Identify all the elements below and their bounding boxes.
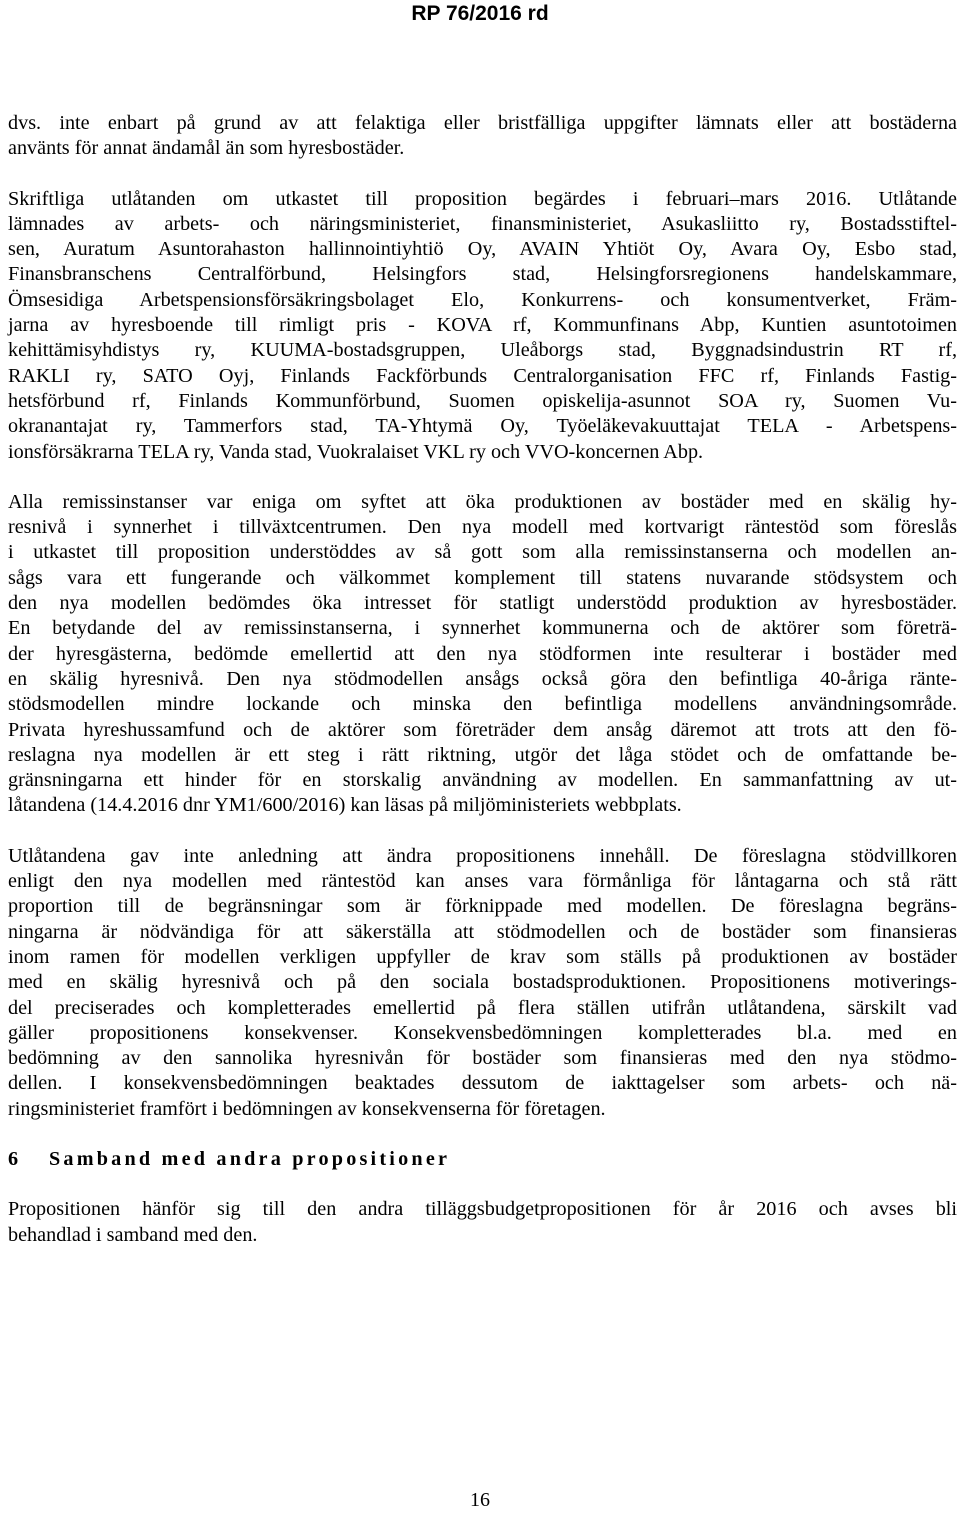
paragraph-2 [8, 187, 957, 465]
text-line: del preciserades och kompletterades emellertid på flera ställen utifrån utlåtandena, särskilt vad [8, 996, 957, 1019]
text-line: kehittämisyhdistys ry, KUUMA-bostadsgruppen, Uleåborgs stad, Byggnadsindustrin RT rf, [8, 339, 957, 362]
document-title: RP 76/2016 rd [411, 2, 549, 25]
text-line: Finansbranschens Centralförbund, Helsingfors stad, Helsingforsregionens handelskammare, [8, 263, 957, 286]
text-line: okranantajat ry, Tammerfors stad, TA-Yhtymä Oy, Työeläkevakuuttajat TELA - Arbetspens- [8, 415, 957, 438]
text-line: proportion till de begränsningar som är förknippade med modellen. De föreslagna begräns- [8, 895, 957, 918]
paragraph-3 [8, 490, 957, 819]
section-heading [8, 1147, 957, 1172]
text-line: En betydande del av remissinstanserna, i synnerhet kommunerna och de aktörer som företrä- [8, 617, 957, 640]
paragraph-5 [8, 1197, 957, 1248]
text-line: gränsningarna ett hinder för en storskalig användning av modellen. En sammanfattning av ut- [8, 769, 957, 792]
text-line: stödsmodellen mindre lockande och minska den befintliga modellens användningsområde. [8, 693, 957, 716]
text-line: dellen. I konsekvensbedömningen beaktades dessutom de iakttagelser som arbets- och nä- [8, 1072, 957, 1095]
text-line: hetsförbund rf, Finlands Kommunförbund, Suomen opiskelija-asunnot SOA ry, Suomen Vu- [8, 389, 957, 412]
text-line: der hyresgästerna, bedömde emellertid att den nya stödformen inte resulterar i bostäder med [8, 642, 957, 665]
text-line: Skriftliga utlåtanden om utkastet till proposition begärdes i februari–mars 2016. Utlåtande [8, 187, 957, 210]
text-line: ringsministeriet framfört i bedömningen av konsekvenserna för företagen. [8, 1097, 606, 1120]
text-line: enligt den nya modellen med räntestöd kan anses vara förmånliga för låntagarna och stå rätt [8, 870, 957, 893]
text-line: den nya modellen bedömdes öka intresset för statligt understödd produktion av hyresbostäder. [8, 592, 957, 615]
paragraph-4 [8, 844, 957, 1122]
text-line: bedömning av den sannolika hyresnivån för bostäder som finansieras med den nya stödmo- [8, 1047, 957, 1070]
text-line: Privata hyreshussamfund och de aktörer som företräder dem ansåg däremot att trots att den fö- [8, 718, 957, 741]
text-line: resnivå i synnerhet i tillväxtcentrumen. Den nya modell med kortvarigt räntestöd som föreslås [8, 516, 957, 539]
section-number: 6 [8, 1147, 19, 1170]
text-line: RAKLI ry, SATO Oyj, Finlands Fackförbunds Centralorganisation FFC rf, Finlands Fastig- [8, 364, 957, 387]
text-line: i utkastet till proposition understöddes av så gott som alla remissinstanserna och modellen an- [8, 541, 957, 564]
text-line: jarna av hyresboende till rimligt pris - KOVA rf, Kommunfinans Abp, Kuntien asuntotoimen [8, 314, 957, 337]
text-line: Alla remissinstanser var eniga om syftet att öka produktionen av bostäder med en skälig hy- [8, 490, 957, 513]
text-line: gäller propositionens konsekvenser. Konsekvensbedömningen kompletterades bl.a. med en [8, 1021, 957, 1044]
page-number-text: 16 [470, 1489, 490, 1511]
text-line: ionsförsäkrarna TELA ry, Vanda stad, Vuokralaiset VKL ry och VVO-koncernen Abp. [8, 440, 704, 463]
text-line: sen, Auratum Asuntorahaston hallinnointiyhtiö Oy, AVAIN Yhtiöt Oy, Avara Oy, Esbo stad, [8, 238, 957, 261]
text-line: sågs vara ett fungerande och välkommet komplement till statens nuvarande stödsystem och [8, 566, 957, 589]
text-line: lämnades av arbets- och näringsministeriet, finansministeriet, Asukasliitto ry, Bostadsstiftel- [8, 212, 957, 235]
document-body [8, 111, 957, 1248]
section-title: Samband med andra propositioner [49, 1147, 451, 1170]
text-line: Ömsesidiga Arbetspensionsförsäkringsbolaget Elo, Konkurrens- och konsumentverket, Främ- [8, 288, 957, 311]
text-line: behandlad i samband med den. [8, 1223, 258, 1246]
text-line: en skälig hyresnivå. Den nya stödmodellen ansågs också göra den befintliga 40-åriga ränte- [8, 667, 957, 690]
paragraph-1 [8, 111, 957, 162]
text-line: dvs. inte enbart på grund av att felaktiga eller bristfälliga uppgifter lämnats eller att bostäderna [8, 112, 957, 134]
document-header [0, 2, 960, 26]
text-line: använts för annat ändamål än som hyresbostäder. [8, 137, 405, 160]
text-line: reslagna nya modellen är ett steg i rätt riktning, utgör det låga stödet och de omfattande be- [8, 743, 957, 766]
text-line: med en skälig hyresnivå och på den sociala bostadsproduktionen. Propositionens motiverings- [8, 971, 957, 994]
text-line: Utlåtandena gav inte anledning att ändra propositionens innehåll. De föreslagna stödvillkoren [8, 844, 957, 867]
text-line: inom ramen för modellen verkligen uppfyller de krav som ställs på produktionen av bostäder [8, 945, 957, 968]
text-line: låtandena (14.4.2016 dnr YM1/600/2016) kan läsas på miljöministeriets webbplats. [8, 794, 682, 817]
page-number [0, 1488, 960, 1512]
text-line: Propositionen hänför sig till den andra tilläggsbudgetpropositionen för år 2016 och avses bli [8, 1198, 957, 1221]
text-line: ningarna är nödvändiga för att säkerställa att stödmodellen och de bostäder som finansieras [8, 920, 957, 943]
